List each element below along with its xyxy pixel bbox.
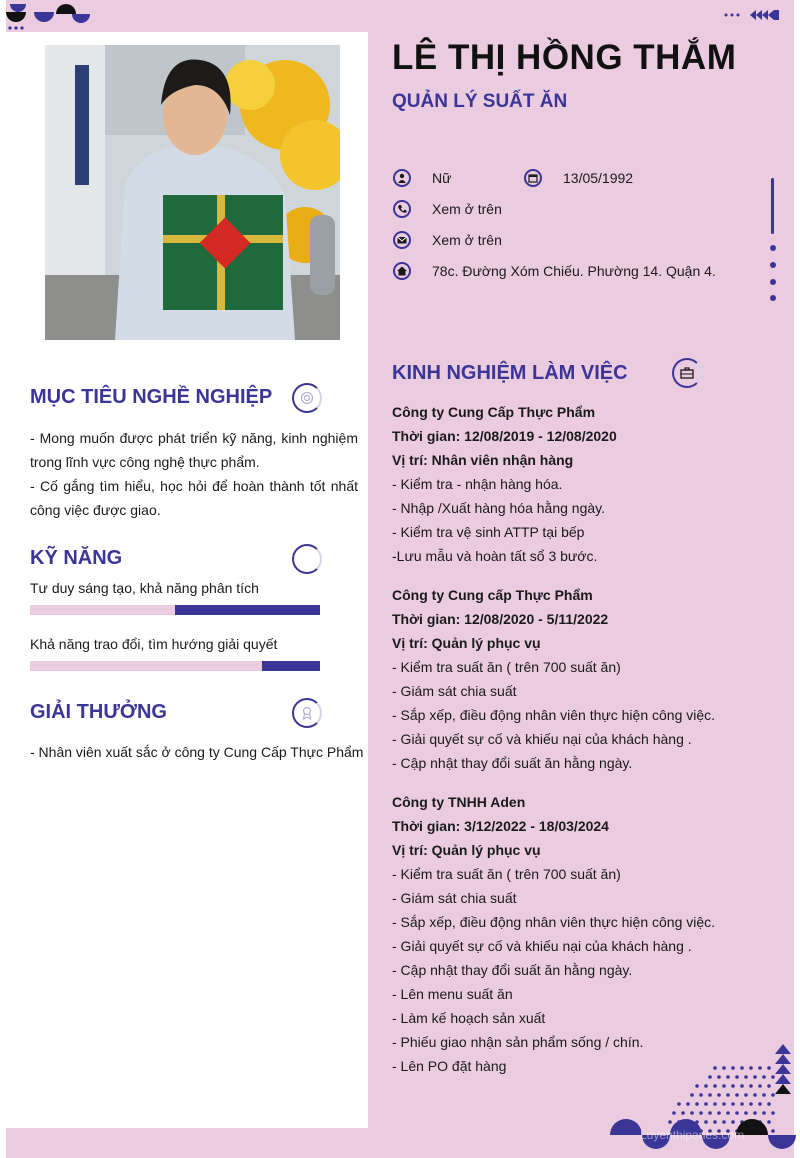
skill-bar-fill (175, 605, 320, 615)
side-dot-decoration (770, 245, 776, 251)
job-entry (392, 790, 762, 1078)
job-task: - Kiểm tra - nhận hàng hóa. (392, 476, 563, 492)
objective-line: - Mong muốn được phát triển kỹ năng, kinh nghiệm trong lĩnh vực công nghệ thực phẩm. (30, 430, 358, 470)
job-period: Thời gian: 3/12/2022 - 18/03/2024 (392, 818, 609, 834)
chevron-decoration (722, 8, 782, 22)
skill-bar (30, 605, 320, 615)
side-line-decoration (771, 178, 774, 234)
target-icon (292, 383, 322, 413)
skill-bar (30, 661, 320, 671)
job-task: - Giải quyết sự cố và khiếu nại của khách hàng . (392, 731, 692, 747)
objective-text (30, 426, 358, 522)
job-task: - Phiếu giao nhận sản phẩm sống / chín. (392, 1034, 644, 1050)
job-position: Vị trí: Nhân viên nhận hàng (392, 452, 574, 468)
skill-bar-fill (262, 661, 320, 671)
job-task: - Lên menu suất ăn (392, 986, 513, 1002)
skills-title: KỸ NĂNG (30, 547, 123, 569)
job-task: - Sắp xếp, điều động nhân viên thực hiện công việc. (392, 914, 716, 930)
objective-line: - Cố gắng tìm hiểu, học hỏi để hoàn thành tốt nhất công việc được giao. (30, 478, 358, 518)
job-period: Thời gian: 12/08/2020 - 5/11/2022 (392, 611, 609, 627)
phone-value: Xem ở trên (432, 201, 502, 217)
briefcase-icon (672, 358, 702, 388)
email-icon (393, 231, 411, 249)
job-task: - Lên PO đặt hàng (392, 1058, 507, 1074)
skill-label: Khả năng trao đổi, tìm hướng giải quyết (30, 636, 278, 652)
calendar-icon (524, 169, 542, 187)
job-task: - Cập nhật thay đổi suất ăn hằng ngày. (392, 755, 633, 771)
skill-label: Tư duy sáng tạo, khả năng phân tích (30, 580, 259, 596)
job-company: Công ty TNHH Aden (392, 794, 526, 810)
job-title: QUẢN LÝ SUẤT ĂN (392, 91, 568, 112)
address-value: 78c. Đường Xóm Chiếu. Phường 14. Quận 4. (432, 263, 716, 279)
candidate-name: LÊ THỊ HỒNG THẮM (392, 38, 737, 77)
job-task: - Kiểm tra vệ sinh ATTP tại bếp (392, 524, 585, 540)
birthday-value: 13/05/1992 (563, 170, 634, 186)
job-entry (392, 400, 762, 568)
objective-title: MỤC TIÊU NGHỀ NGHIỆP (30, 386, 273, 408)
job-task: - Sắp xếp, điều động nhân viên thực hiện công việc. (392, 707, 716, 723)
gender-value: Nữ (432, 170, 452, 186)
job-task: - Giám sát chia suất (392, 890, 517, 906)
job-task: - Cập nhật thay đổi suất ăn hằng ngày. (392, 962, 633, 978)
email-value: Xem ở trên (432, 232, 502, 248)
job-task: -Lưu mẫu và hoàn tất sổ 3 bước. (392, 548, 598, 564)
job-task: - Nhập /Xuất hàng hóa hằng ngày. (392, 500, 606, 516)
job-company: Công ty Cung cấp Thực Phẩm (392, 587, 593, 603)
job-task: - Làm kế hoạch sản xuất (392, 1010, 546, 1026)
profile-photo (45, 45, 340, 340)
job-task: - Giải quyết sự cố và khiếu nại của khách hàng . (392, 938, 692, 954)
award-item: - Nhân viên xuất sắc ở công ty Cung Cấp Thực Phẩm (30, 744, 364, 760)
job-task: - Kiểm tra suất ăn ( trên 700 suất ăn) (392, 659, 621, 675)
job-position: Vị trí: Quản lý phục vụ (392, 842, 541, 858)
watermark: Luyenthipanes.com (640, 1128, 745, 1142)
phone-icon (393, 200, 411, 218)
job-entry (392, 583, 762, 775)
side-dot-decoration (770, 279, 776, 285)
gender-icon (393, 169, 411, 187)
side-dot-decoration (770, 295, 776, 301)
awards-title: GIẢI THƯỞNG (30, 701, 167, 723)
home-icon (393, 262, 411, 280)
award-icon (292, 698, 322, 728)
job-position: Vị trí: Quản lý phục vụ (392, 635, 541, 651)
job-company: Công ty Cung Cấp Thực Phẩm (392, 404, 596, 420)
side-dot-decoration (770, 262, 776, 268)
job-period: Thời gian: 12/08/2019 - 12/08/2020 (392, 428, 617, 444)
skills-icon (292, 544, 322, 574)
job-task: - Kiểm tra suất ăn ( trên 700 suất ăn) (392, 866, 621, 882)
experience-title: KINH NGHIỆM LÀM VIỆC (392, 362, 628, 384)
job-task: - Giám sát chia suất (392, 683, 517, 699)
